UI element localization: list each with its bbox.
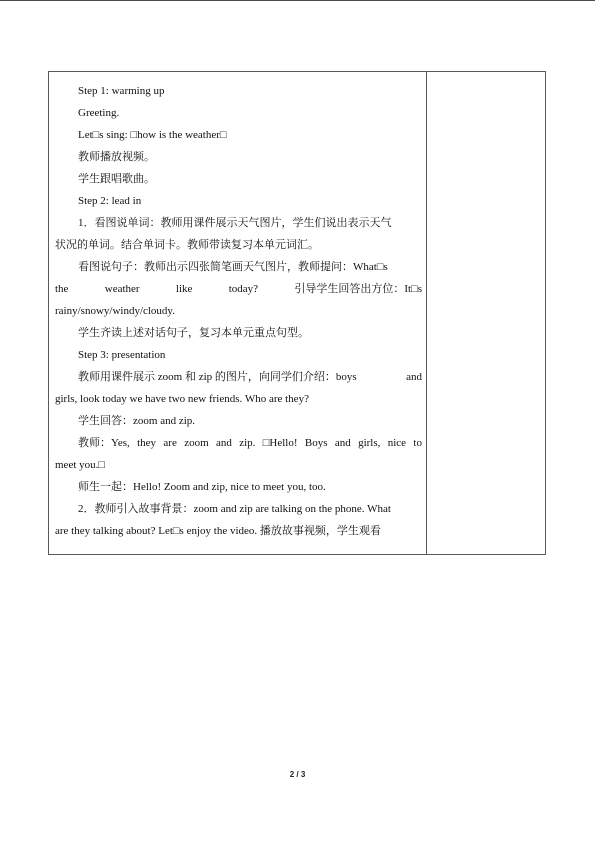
read-aloud-line: 学生齐读上述对话句子，复习本单元重点句型。 <box>78 327 309 339</box>
justified-word: like <box>175 283 193 295</box>
students-sing-line: 学生跟唱歌曲。 <box>78 173 155 185</box>
justified-word: 引导学生回答出方位：It□s <box>294 283 422 295</box>
justified-word: they <box>137 437 157 449</box>
lesson-plan-table <box>48 71 546 555</box>
justified-word: and <box>334 437 351 449</box>
word-activity-line-2: 状况的单词。结合单词卡。教师带读复习本单元词汇。 <box>55 239 319 251</box>
justified-word: □Hello! <box>262 437 298 449</box>
teacher-dialogue-line-2: meet you.□ <box>55 459 106 471</box>
together-greeting-line: 师生一起：Hello! Zoom and zip, nice to meet you, too. <box>78 481 326 493</box>
teacher-dialogue-line-1 <box>55 432 422 454</box>
justified-word: 教师用课件展示 zoom 和 zip 的图片，向同学们介绍：boys <box>78 371 357 383</box>
sing-line: Let□s sing: □how is the weather□ <box>78 129 227 141</box>
justified-word: the <box>55 283 69 295</box>
justified-word: and <box>406 371 422 383</box>
justified-word: zoom <box>184 437 209 449</box>
step1-heading: Step 1: warming up <box>78 85 165 97</box>
page-number: 2 / 3 <box>289 770 306 779</box>
justified-word: zip. <box>239 437 256 449</box>
greeting-line: Greeting. <box>78 107 120 119</box>
sentence-activity-line-3: rainy/snowy/windy/cloudy. <box>55 305 175 317</box>
justified-word: nice <box>387 437 407 449</box>
story-background-line-1: 2．教师引入故事背景：zoom and zip are talking on the phone. What <box>78 503 391 515</box>
presentation-line-1 <box>55 366 422 388</box>
justified-word: 教师：Yes, <box>78 437 130 449</box>
word-activity-line-1: 1．看图说单词：教师用课件展示天气图片，学生们说出表示天气 <box>78 217 392 229</box>
story-background-line-2: are they talking about? Let□s enjoy the video. 播放故事视频，学生观看 <box>55 525 381 537</box>
teaching-process-cell <box>49 72 427 554</box>
justified-word: are <box>163 437 177 449</box>
step2-heading: Step 2: lead in <box>78 195 142 207</box>
justified-word: girls, <box>358 437 381 449</box>
justified-word: weather <box>104 283 140 295</box>
sentence-activity-line-1: 看图说句子：教师出示四张简笔画天气图片，教师提问：What□s <box>78 261 388 273</box>
students-answer-line: 学生回答：zoom and zip. <box>78 415 196 427</box>
justified-word: Boys <box>304 437 328 449</box>
step3-heading: Step 3: presentation <box>78 349 166 361</box>
notes-cell <box>427 72 545 554</box>
justified-word: to <box>413 437 422 449</box>
presentation-line-2: girls, look today we have two new friends. Who are they? <box>55 393 309 405</box>
justified-word: and <box>215 437 232 449</box>
sentence-activity-line-2 <box>55 278 422 300</box>
teacher-plays-video-line: 教师播放视频。 <box>78 151 155 163</box>
justified-word: today? <box>228 283 259 295</box>
page-top-rule <box>0 0 595 1</box>
